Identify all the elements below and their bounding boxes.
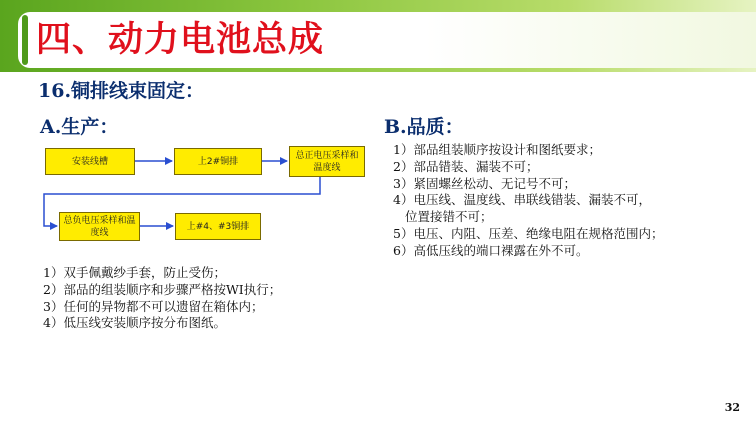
- list-item: 4）电压线、温度线、串联线错装、漏装不可，: [393, 192, 651, 208]
- page-number: 32: [724, 401, 740, 414]
- list-item: 1）部品组装顺序按设计和图纸要求；: [393, 142, 601, 157]
- list-item: 6）高低压线的端口裸露在外不可。: [393, 242, 589, 258]
- list-item: 3）任何的异物都不可以遗留在箱体内；: [43, 298, 264, 314]
- list-item: 4）低压线安装顺序按分布图纸。: [43, 315, 226, 331]
- flow-step-positive-sampling: 总正电压采样和温度线: [289, 146, 365, 177]
- continuation-text: 位置接错不可；: [405, 209, 493, 225]
- slide-title: 四、动力电池总成: [36, 20, 325, 60]
- production-heading: A.生产：: [40, 116, 119, 138]
- section-heading: 16.铜排线束固定：: [38, 80, 205, 102]
- production-requirements-list: [43, 265, 281, 332]
- flow-step-copper-bar-4-3: 上#4、#3铜排: [175, 213, 261, 240]
- quality-heading: B.品质：: [384, 116, 464, 138]
- list-item: 2）部品错装、漏装不可；: [393, 158, 539, 174]
- list-item: 3）紧固螺丝松动、无记号不可；: [393, 175, 576, 191]
- list-item: 2）部品的组装顺序和步骤严格按WI执行；: [43, 281, 282, 297]
- quality-requirements-list: [393, 142, 663, 260]
- list-item: 1）双手佩戴纱手套，防止受伤；: [43, 265, 226, 280]
- list-item: 5）电压、内阻、压差、绝缘电阻在规格范围内；: [393, 225, 664, 241]
- flow-step-negative-sampling: 总负电压采样和温度线: [59, 212, 140, 241]
- flow-step-copper-bar-2: 上2#铜排: [174, 148, 262, 175]
- list-item-continuation: [393, 209, 663, 226]
- flow-step-install-trough: 安装线槽: [45, 148, 135, 175]
